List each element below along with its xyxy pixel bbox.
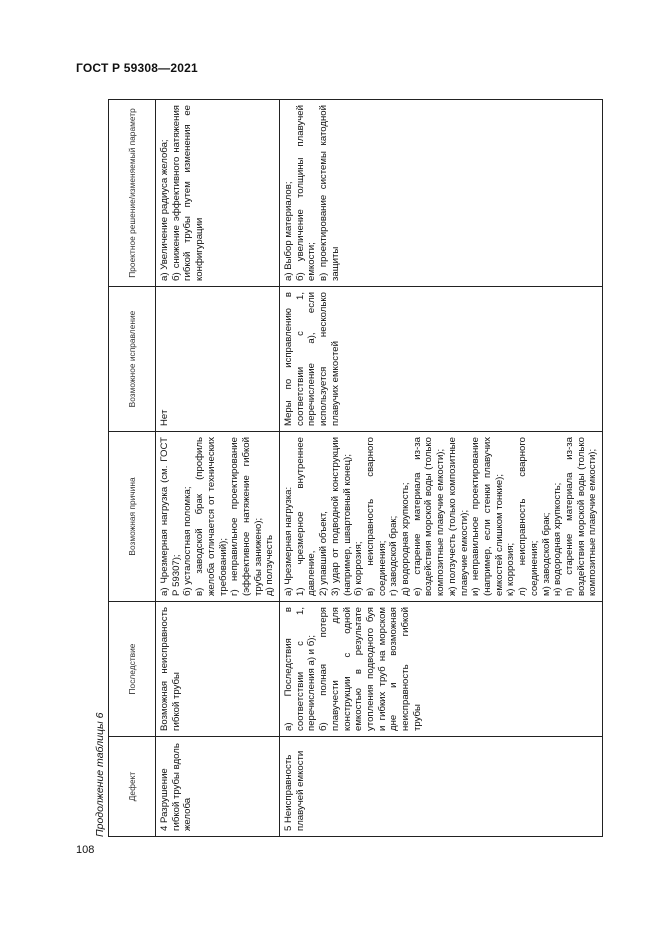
- defect-cell: 4 Разрушение гибкой трубы вдоль желоба: [156, 737, 280, 837]
- list-item: г) неправильное проектирование (эффективное натяжение гибкой трубы занижено);: [229, 437, 264, 596]
- list-item: б) коррозия;: [353, 541, 365, 596]
- list-item: к) коррозия;: [505, 542, 517, 596]
- list-item: б) снижение эффективного натяжения гибкой трубы путем изменения ее конфигурации: [170, 105, 206, 281]
- list-item: Нет: [159, 409, 170, 426]
- header-design: Проектное решение/изменяемый параметр: [109, 100, 156, 287]
- defects-table: [108, 99, 603, 837]
- list-item: 2) упавший объект,: [318, 511, 330, 596]
- list-item: Меры по исправлению в соответствии с 1, перечисление а), если используется несколько плавучих емкостей: [283, 292, 341, 426]
- list-item: б) полная потеря плавучести для конструкции с одной емкостью в результате утопления подводного буя и гибких труб на морском дне и возможная неисправность гибкой трубы: [318, 607, 423, 731]
- table-row: [280, 100, 603, 837]
- table-header-row: [109, 100, 156, 837]
- fix-cell-list: [159, 292, 171, 426]
- header-defect: Дефект: [109, 737, 156, 837]
- cause-cell-list: [159, 437, 276, 596]
- header-consequence: Последствие: [109, 602, 156, 737]
- table-caption: Продолжение таблицы 6: [94, 712, 106, 837]
- fix-cell-list: [283, 292, 342, 426]
- consequence-cell-list: [283, 607, 423, 731]
- list-item: п) старение материала из-за воздействия морской воды (только композитные плавучие емкости);: [563, 437, 599, 596]
- consequence-cell-list: [159, 607, 182, 731]
- list-item: а) Последствия в соответствии с 1, перечисления а) и б);: [283, 607, 318, 731]
- header-fix: Возможное исправление: [109, 287, 156, 432]
- defect-cell: 5 Неисправность плавучей емкости: [280, 737, 603, 837]
- list-item: г) заводской брак;: [388, 515, 400, 596]
- list-item: л) неисправность сварного соединения;: [517, 437, 540, 596]
- list-item: и) неправильное проектирование (например, если стенки плавучих емкостей слишком тонкие);: [470, 437, 505, 596]
- list-item: 3) удар от подводной конструкции (например, швартовный конец);: [329, 437, 353, 596]
- list-item: Возможная неисправность гибкой трубы: [159, 607, 182, 731]
- list-item: в) неисправность сварного соединения;: [364, 437, 388, 596]
- rotated-table-area: [94, 100, 612, 837]
- document-header: ГОСТ Р 59308—2021: [76, 61, 198, 75]
- page-number: 108: [76, 844, 95, 856]
- fix-cell: [156, 287, 280, 432]
- list-item: д) ползучесть: [264, 535, 276, 596]
- design-cell: [280, 100, 603, 287]
- list-item: а) Чрезмерная нагрузка:: [283, 486, 295, 596]
- list-item: б) увеличение толщины плавучей емкости;: [294, 105, 318, 281]
- design-cell-list: [283, 105, 342, 281]
- list-item: а) Чрезмерная нагрузка (см. ГОСТ Р 59307);: [159, 437, 182, 596]
- list-item: в) заводской брак (профиль желоба отличается от технических требований);: [194, 437, 229, 596]
- list-item: а) Выбор материалов;: [283, 181, 295, 281]
- cause-cell: [156, 432, 280, 602]
- design-cell: [156, 100, 280, 287]
- list-item: м) заводской брак;: [540, 512, 552, 596]
- fix-cell: [280, 287, 603, 432]
- header-cause: Возможная причина: [109, 432, 156, 602]
- cause-cell-list: [283, 437, 599, 596]
- list-item: д) водородная хрупкость;: [400, 482, 412, 596]
- list-item: 1) чрезмерное внутреннее давление,: [294, 437, 318, 596]
- list-item: б) усталостная поломка;: [182, 486, 194, 596]
- consequence-cell: [280, 602, 603, 737]
- list-item: ж) ползучесть (только композитные плавучие емкости);: [446, 437, 470, 596]
- list-item: в) проектирование системы катодной защиты: [318, 105, 341, 281]
- list-item: н) водородная хрупкость;: [552, 482, 564, 596]
- list-item: а) Увеличение радиуса желоба;: [159, 139, 170, 281]
- table-row: [156, 100, 280, 837]
- design-cell-list: [159, 105, 206, 281]
- consequence-cell: [156, 602, 280, 737]
- cause-cell: [280, 432, 603, 602]
- list-item: е) старение материала из-за воздействия морской воды (только композитные плавучие емкости);: [411, 437, 447, 596]
